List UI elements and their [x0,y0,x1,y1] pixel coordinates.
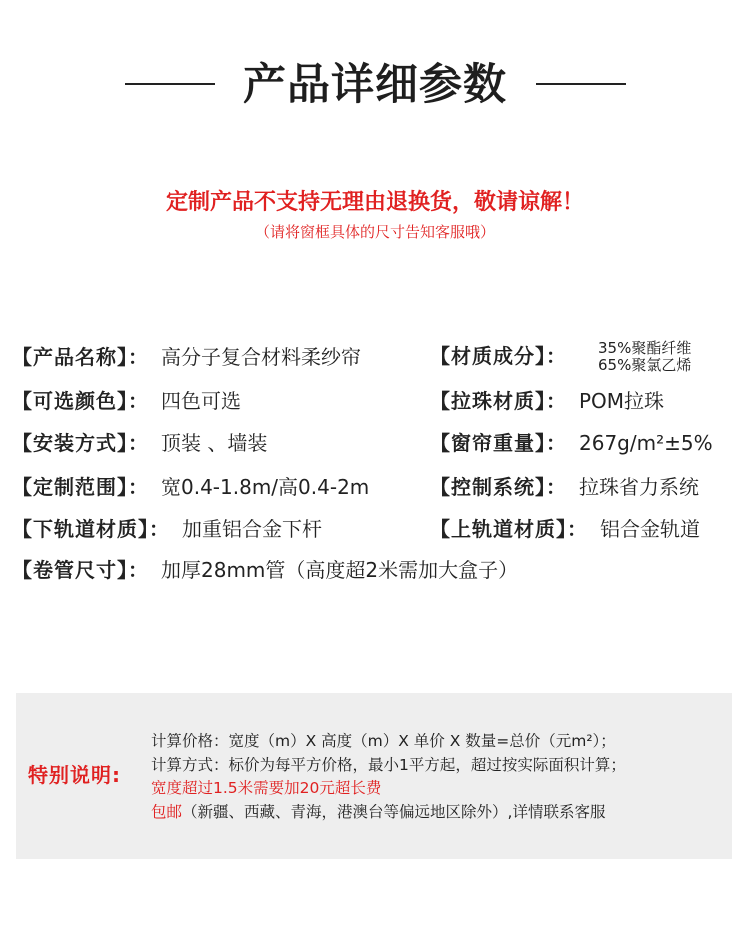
spec-key: 【产品名称】： [12,345,149,369]
section-title [0,55,750,115]
special-notes-label: 特别说明: [28,763,121,787]
custom-notice: 定制产品不支持无理由退换货，敬请谅解！ [165,190,584,215]
spec-key: 【控制系统】： [430,475,567,499]
spec-key: 【材质成分】： [430,344,567,368]
spec-value: 顶装 、墙装 [161,431,268,455]
spec-key: 【下轨道材质】： [12,517,170,541]
shipping-exceptions: （新疆、西藏、青海，港澳台等偏远地区除外）,详情联系客服 [182,802,606,821]
title-divider-left [125,83,215,85]
special-notes-lines [151,730,626,824]
spec-value: 高分子复合材料柔纱帘 [161,345,361,369]
free-shipping-label: 包邮 [151,802,183,821]
spec-key: 【卷管尺寸】： [12,558,149,582]
spec-key: 【安装方式】： [12,431,149,455]
spec-key: 【上轨道材质】： [430,517,588,541]
special-note-price: 计算价格：宽度（m）X 高度（m）X 单价 X 数量=总价（元m²）； [151,732,616,750]
spec-key: 【拉珠材质】： [430,389,567,413]
spec-install [12,429,267,457]
spec-material [430,340,740,376]
spec-value: 宽0.4-1.8m/高0.4-2m [161,475,370,499]
spec-weight [430,429,713,457]
spec-value: 267g/m²±5% [579,431,713,455]
spec-top-rail [430,515,700,543]
spec-key: 【窗帘重量】： [430,431,567,455]
special-note-method: 计算方式：标价为每平方价格，最小1平方起，超过按实际面积计算； [151,755,626,774]
custom-notice-sub: （请将窗框具体的尺寸告知客服哦） [254,223,495,241]
spec-key: 【定制范围】： [12,475,149,499]
spec-bead [430,387,664,415]
spec-value: 拉珠省力系统 [579,475,699,499]
special-note-shipping [151,801,626,825]
spec-control [430,473,699,501]
spec-product-name [12,343,361,371]
spec-value: 加重铝合金下杆 [182,517,322,541]
spec-range [12,473,369,501]
spec-value: POM拉珠 [579,389,665,413]
spec-value: 加厚28mm管（高度超2米需加大盒子） [161,558,519,582]
spec-key: 【可选颜色】： [12,389,149,413]
spec-value: 四色可选 [161,389,241,413]
spec-colors [12,387,241,415]
title-divider-right [536,83,626,85]
spec-value: 铝合金轨道 [600,517,700,541]
special-note-surcharge: 宽度超过1.5米需要加20元超长费 [151,779,382,797]
spec-value-line1: 35%聚酯纤维 [598,339,692,357]
spec-value-line2: 65%聚氯乙烯 [598,356,692,374]
spec-bottom-rail [12,515,322,543]
page-title: 产品详细参数 [243,60,507,110]
spec-tube [12,556,518,584]
special-notes-box [16,693,732,859]
